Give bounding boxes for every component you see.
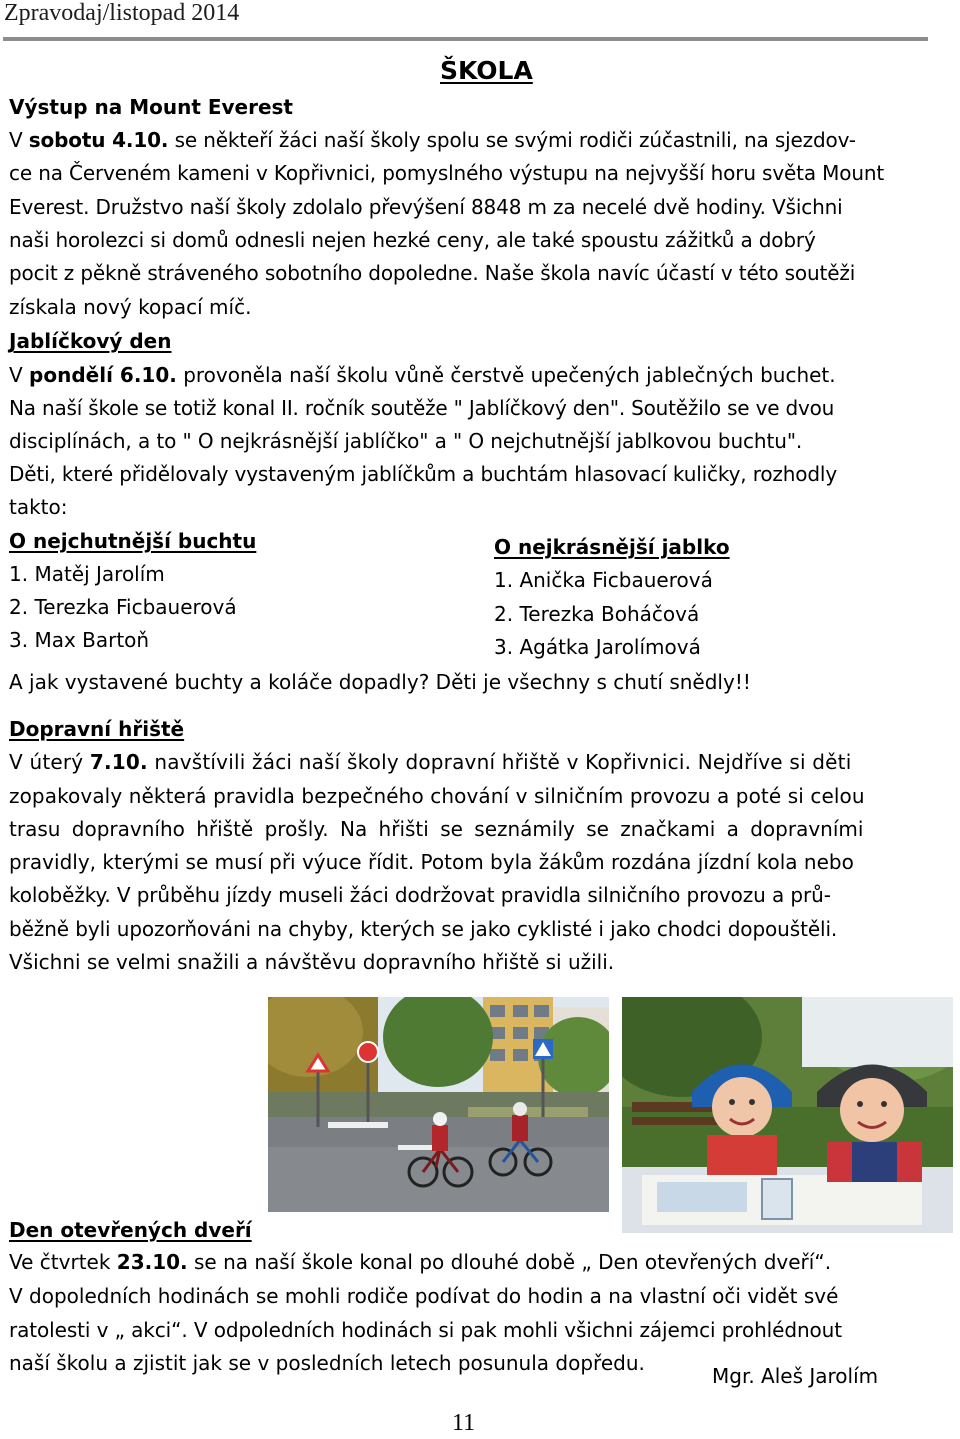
dopravni-hriste-line-4: pravidly, kterými se musí při výuce řídit. Potom byla žákům rozdána jízdní kola nebo: [9, 850, 854, 874]
dopravni-hriste-line-1: V úterý 7.10. navštívili žáci naší školy dopravní hřiště v Kopřivnici. Nejdříve si děti: [9, 750, 852, 774]
dopravni-hriste-line-3: trasu dopravního hřiště prošly. Na hřišti se seznámily se značkami a dopravními: [9, 817, 864, 841]
date-highlight: sobotu 4.10.: [28, 128, 169, 152]
dopravni-hriste-line-6: běžně byli upozorňováni na chyby, kterých se jako cyklisté i jako chodci dopouštěli.: [9, 917, 838, 941]
newsletter-header-title: Zpravodaj/listopad 2014: [4, 0, 240, 26]
date-highlight: 7.10.: [89, 750, 148, 774]
article-heading-jablickovy-den: Jablíčkový den: [9, 329, 172, 353]
mount-everest-line-5: pocit z pěkně stráveného sobotního dopoledne. Naše škola navíc účastí v této soutěži: [9, 261, 856, 285]
results-buchta-1: 1. Matěj Jarolím: [9, 562, 165, 586]
article-heading-dopravni-hriste: Dopravní hřiště: [9, 717, 185, 741]
mount-everest-line-2: ce na Červeném kameni v Kopřivnici, pomyslného výstupu na nejvyšší horu světa Mount: [9, 161, 885, 185]
den-otevrenych-dveri-line-3: ratolesti v „ akci“. V odpoledních hodinách si pak mohli všichni zájemci prohlédnout: [9, 1318, 842, 1342]
dopravni-hriste-line-7: Všichni se velmi snažili a návštěvu dopravního hřiště si užili.: [9, 950, 615, 974]
mount-everest-line-4: naši horolezci si domů odnesli nejen hezké ceny, ale také spoustu zážitků a dobrý: [9, 228, 816, 252]
article-heading-mount-everest: Výstup na Mount Everest: [9, 95, 293, 119]
article-heading-den-otevrenych-dveri: Den otevřených dveří: [9, 1218, 252, 1242]
jablickovy-den-line-5: takto:: [9, 495, 68, 519]
author-signature: Mgr. Aleš Jarolím: [712, 1364, 879, 1388]
date-highlight: pondělí 6.10.: [29, 363, 177, 387]
results-heading-jablko: O nejkrásnější jablko: [494, 535, 730, 559]
jablickovy-den-closing: A jak vystavené buchty a koláče dopadly? Děti je všechny s chutí snědly!!: [9, 670, 751, 694]
dopravni-hriste-line-2: zopakovaly některá pravidla bezpečného chování v silničním provozu a poté si celou: [9, 784, 865, 808]
den-otevrenych-dveri-line-1: Ve čtvrtek 23.10. se na naší škole konal po dlouhé době „ Den otevřených dveří“.: [9, 1250, 832, 1274]
den-otevrenych-dveri-line-2: V dopoledních hodinách se mohli rodiče podívat do hodin a na vlastní oči vidět své: [9, 1284, 839, 1308]
dopravni-hriste-line-5: koloběžky. V průběhu jízdy museli žáci dodržovat pravidla silničního provozu a prů-: [9, 883, 831, 907]
traffic-playground-photo: [268, 997, 609, 1212]
mount-everest-line-1: V sobotu 4.10. se někteří žáci naší školy spolu se svými rodiči zúčastnili, na sjezdov-: [9, 128, 856, 152]
den-otevrenych-dveri-line-4: naší školu a zjistit jak se v posledních letech posunula dopředu.: [9, 1351, 645, 1375]
mount-everest-line-6: získala nový kopací míč.: [9, 295, 252, 319]
children-photo: [622, 997, 953, 1233]
results-buchta-3: 3. Max Bartoň: [9, 628, 150, 652]
mount-everest-line-3: Everest. Družstvo naší školy zdolalo převýšení 8848 m za necelé dvě hodiny. Všichni: [9, 195, 843, 219]
jablickovy-den-line-1: V pondělí 6.10. provoněla naší školu vůně čerstvě upečených jablečných buchet.: [9, 363, 836, 387]
results-jablko-3: 3. Agátka Jarolímová: [494, 635, 701, 659]
header-rule: [3, 37, 928, 41]
section-title: ŠKOLA: [440, 56, 533, 85]
results-jablko-2: 2. Terezka Boháčová: [494, 602, 700, 626]
results-buchta-2: 2. Terezka Ficbauerová: [9, 595, 237, 619]
date-highlight: 23.10.: [116, 1250, 188, 1274]
page-number: 11: [452, 1410, 476, 1436]
results-jablko-1: 1. Anička Ficbauerová: [494, 568, 713, 592]
results-heading-buchta: O nejchutnější buchtu: [9, 529, 257, 553]
jablickovy-den-line-4: Děti, které přidělovaly vystaveným jablíčkům a buchtám hlasovací kuličky, rozhodly: [9, 462, 838, 486]
jablickovy-den-line-3: disciplínách, a to " O nejkrásnější jablíčko" a " O nejchutnější jablkovou buchtu".: [9, 429, 803, 453]
jablickovy-den-line-2: Na naší škole se totiž konal II. ročník soutěže " Jablíčkový den". Soutěžilo se ve dvou: [9, 396, 835, 420]
